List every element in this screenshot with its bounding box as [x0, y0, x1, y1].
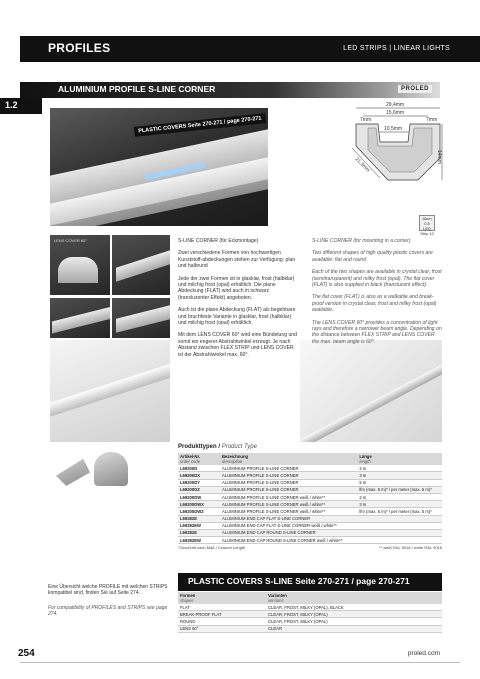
description-heading: S-LINE CORNER (für Eckmontage): [178, 238, 259, 244]
end-cap-images: [50, 452, 170, 492]
dim-label: 21,3mm: [353, 156, 371, 174]
column-header: Formen shapes: [178, 592, 266, 604]
installation-photo: [50, 340, 170, 442]
profile-thumb: [50, 298, 110, 338]
table-row: L69282E ALUMINIUM END CAP ROUND S-LINE CORNER: [178, 529, 442, 536]
table-row: L69200DWZ ALUMINIUM PROFILE S-LINE CORNER weiß / white** lfm (max. 5 m)* / per meter (max. 5 m)*: [178, 508, 442, 515]
corner-install-photo: [300, 340, 442, 442]
column-header: Varianten versions: [266, 592, 442, 604]
description-en: S-LINE CORNER (for mounting in a corner) Two different shapes of high quality plastic covers are available: flat and round Each of the two shapes are available in crystal clear, frost (semitransparent) and milky frost (opal). The flat cover (FLAT) is also supplied in black (translucent effect). The flat cover (FLAT) is also as a walkable and break-proof version in crystal clear, frost and milky frost (opal) available. The LENS COVER 60° provides a concentration of light rays and therefore a narrower beam angle. Depending on the distance between FLEX STRIP and LENS COVER the max. beam angle is 60°.: [312, 238, 442, 345]
table-row: L69200DWX ALUMINIUM PROFILE S-LINE CORNER weiß / white** 3 m: [178, 501, 442, 508]
table-row: FLAT CLEAR, FROST, MILKY (OPAL), BLACK: [178, 604, 442, 611]
hero-covers-label: PLASTIC COVERS Seite 270-271 / page 270-271: [134, 113, 266, 137]
profile-dimension-diagram: [268, 102, 448, 212]
page-number: 254: [18, 648, 35, 659]
table-row: L69200DZ ALUMINIUM PROFILE S-LINE CORNER lfm (max. 5 m)* / per meter (max. 5 m)*: [178, 486, 442, 493]
section-title: ALUMINIUM PROFILE S-LINE CORNER: [58, 84, 216, 94]
table-row: L69200DX ALUMINIUM PROFILE S-LINE CORNER 3 m: [178, 472, 442, 479]
dim-label: 29,4mm: [386, 102, 405, 108]
description-de: S-LINE CORNER (für Eckmontage) Zwei verschiedene Formen von hochwertigen Kunststoff-abdeckungen stehen zur Verfügung: plan und halbrund Jede der zwei Formen ist in glasklar, frost (halbklar) und milchig frost (opal) erhältlich. Die plane Abdeckung (FLAT) wird auch in schwarz (transluzenter Effekt) angeboten. Auch ist die plane Abdeckung (FLAT) als begehbare und bruchfeste Variante in glasklar, frost (halbklar) und milchig frost (opal) erhältlich. Mit dem LENS COVER 60° wird eine Bündelung und somit ein engerer Abstrahlwinkel erzeugt. Je nach Abstand zwischen FLEX STRIP und LENS COVER ist der Abstrahlwinkel max. 60°.: [178, 238, 300, 364]
product-table-heading: Produkttypen / Product Type: [178, 444, 257, 450]
description-heading: S-LINE CORNER (for mounting in a corner): [312, 238, 411, 244]
dim-label: 10,5mm: [384, 126, 403, 132]
profile-thumb: [112, 235, 170, 295]
product-type-table: [178, 444, 442, 544]
column-header: Artikel-Nr. order code: [178, 453, 220, 465]
dim-label: 14mm: [436, 150, 442, 164]
table-row: L69200DW ALUMINIUM PROFILE S-LINE CORNER weiß / white** 2 m: [178, 493, 442, 500]
end-cap-flat: [56, 452, 90, 486]
table-row: BREAK-PROOF FLAT CLEAR, FROST, MILKY (OPAL): [178, 611, 442, 618]
covers-bar: [178, 573, 442, 591]
covers-table: [178, 592, 442, 633]
dim-label: 15,6mm: [386, 110, 405, 116]
table-row: L69282EW ALUMINIUM END CAP FLAT S-LINE CORNER weiß / white**: [178, 522, 442, 529]
chapter-tab: 1.2: [0, 98, 42, 114]
end-cap-round: [94, 452, 128, 486]
website-link[interactable]: proled.com: [407, 650, 440, 657]
table-row: LENS 60° CLEAR: [178, 625, 442, 632]
table-row: L69200DY ALUMINIUM PROFILE S-LINE CORNER 5 m: [178, 479, 442, 486]
footer-divider: [20, 662, 460, 663]
section-bar: [20, 82, 440, 98]
table-row: ROUND CLEAR, FROST, MILKY (OPAL): [178, 618, 442, 625]
table-row: L69282E ALUMINIUM END CAP FLAT S-LINE CORNER: [178, 515, 442, 522]
header-title: PROFILES: [48, 41, 111, 55]
column-header: Bezeichnung description: [220, 453, 357, 465]
dim-label: 7mm: [360, 117, 372, 123]
compatibility-icon: Alum 0,5 LED Strip 10: [420, 216, 434, 236]
dim-label: 7mm: [426, 117, 438, 123]
table-row: L69282EW ALUMINIUM END CAP ROUND S-LINE CORNER weiß / white**: [178, 537, 442, 544]
lens-cover-thumb: LENS COVER 60°: [50, 235, 110, 295]
column-header: Länge length: [357, 453, 442, 465]
brand-logo: PROLED: [398, 85, 432, 93]
page-header: [0, 0, 480, 72]
hero-image: [50, 108, 268, 226]
header-subtitle: LED STRIPS | LINEAR LIGHTS: [343, 45, 450, 52]
profile-thumb: [112, 298, 170, 338]
table-row: L69200D ALUMINIUM PROFILE S-LINE CORNER 2 m: [178, 465, 442, 472]
table-footnote: *Zuschnitt nach Maß / Custom Length ** weiß RAL 9016 / white RAL 9016: [178, 545, 442, 550]
compatibility-note: Eine Übersicht welche PROFILE mit welchen STRIPS kompatibel sind, finden Sie auf Seite 274. For compatibility of PROFILES and STRIPS see page 274.: [48, 584, 168, 618]
covers-title: PLASTIC COVERS S-LINE Seite 270-271 / page 270-271: [188, 576, 410, 586]
